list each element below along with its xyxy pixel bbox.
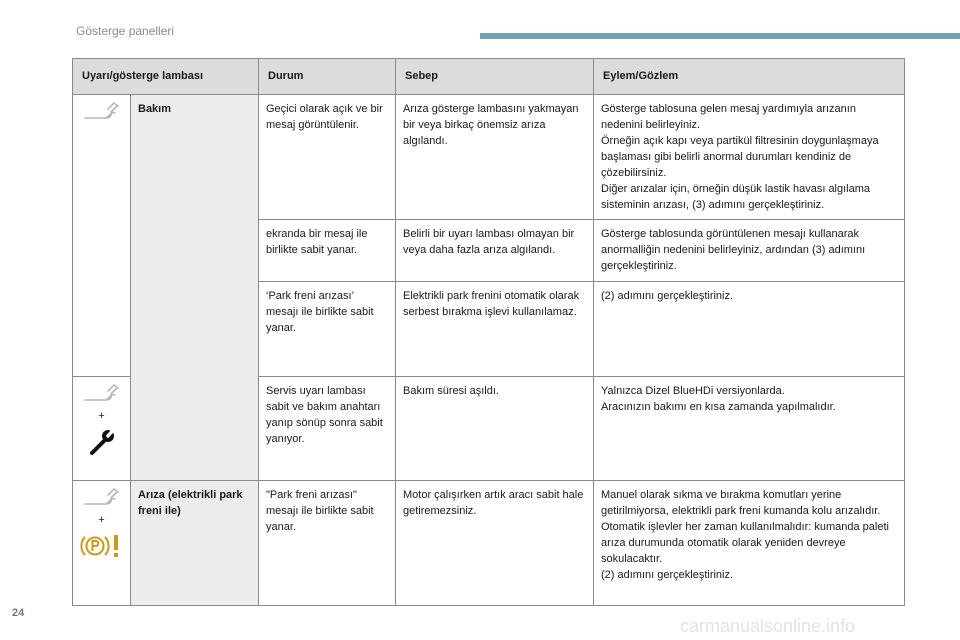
- eylem-line: Otomatik işlevler her zaman kullanılmalıdır: kumanda paleti arıza durumunda otomatik olarak yeniden devreye sokulacaktır.: [601, 521, 889, 565]
- eylem-cell: [594, 481, 905, 606]
- page-number: 24: [12, 607, 25, 619]
- durum-cell: "Park freni arızası" mesajı ile birlikte sabit yanar.: [259, 481, 396, 606]
- eylem-line: Diğer arızalar için, örneğin düşük lastik havası algılama sisteminin arızası, (3) adımını gerçekleştiriniz.: [601, 183, 871, 211]
- service-warning-icon: [82, 101, 122, 123]
- eylem-line: Aracınızın bakımı en kısa zamanda yapılmalıdır.: [601, 401, 836, 413]
- durum-cell: ‘Park freni arızası’ mesajı ile birlikte sabit yanar.: [259, 282, 396, 377]
- eylem-line: (2) adımını gerçekleştiriniz.: [601, 569, 734, 581]
- eylem-line: (2) adımını gerçekleştiriniz.: [601, 290, 734, 302]
- eylem-line: Manuel olarak sıkma ve bırakma komutları yerine getirilmiyorsa, elektrikli park freni kumanda kolu arızalıdır.: [601, 489, 881, 517]
- eylem-line: Yalnızca Dizel BlueHDi versiyonlarda.: [601, 385, 785, 397]
- sebep-cell: Bakım süresi aşıldı.: [396, 377, 594, 481]
- eylem-cell: [594, 95, 905, 220]
- durum-cell: Geçici olarak açık ve bir mesaj görüntülenir.: [259, 95, 396, 220]
- table-row: [73, 95, 905, 220]
- sebep-cell: Arıza gösterge lambasını yakmayan bir veya birkaç önemsiz arıza algılandı.: [396, 95, 594, 220]
- column-header: Uyarı/gösterge lambası: [73, 59, 259, 95]
- column-header: Eylem/Gözlem: [594, 59, 905, 95]
- eylem-cell: [594, 220, 905, 282]
- eylem-line: Örneğin açık kapı veya partikül filtresinin doygunlaşmaya başlaması gibi belirli anormal durumları kendiniz de çözebilirsiniz.: [601, 135, 879, 179]
- sebep-cell: Belirli bir uyarı lambası olmayan bir veya daha fazla arıza algılandı.: [396, 220, 594, 282]
- park-brake-lamp-cell: [73, 481, 131, 606]
- column-header: Durum: [259, 59, 396, 95]
- service-warning-icon: [82, 383, 122, 405]
- service-wrench-lamp-cell: [73, 377, 131, 481]
- wrench-icon: [87, 427, 117, 457]
- sebep-cell: Motor çalışırken artık aracı sabit hale getiremezsiniz.: [396, 481, 594, 606]
- plus-sign: +: [98, 410, 105, 422]
- sebep-cell: Elektrikli park frenini otomatik olarak serbest bırakma işlevi kullanılamaz.: [396, 282, 594, 377]
- eylem-cell: [594, 377, 905, 481]
- service-warning-icon: [82, 487, 122, 509]
- park-brake-fault-icon: [80, 531, 124, 561]
- service-lamp-cell: [73, 95, 131, 377]
- section-title: Gösterge panelleri: [76, 24, 175, 38]
- eylem-line: Gösterge tablosunda görüntülenen mesajı kullanarak anormalliğin nedenini belirleyiniz, ardından (3) adımını gerçekleştiriniz.: [601, 228, 866, 272]
- lamp-name-bakim: Bakım: [131, 95, 259, 481]
- lamp-name-ariza: Arıza (elektrikli park freni ile): [131, 481, 259, 606]
- section-title-bar: [480, 33, 960, 39]
- eylem-line: Gösterge tablosuna gelen mesaj yardımıyla arızanın nedenini belirleyiniz.: [601, 103, 856, 131]
- plus-sign: +: [98, 514, 105, 526]
- eylem-cell: [594, 282, 905, 377]
- durum-cell: ekranda bir mesaj ile birlikte sabit yanar.: [259, 220, 396, 282]
- table-row: [73, 481, 905, 606]
- column-header: Sebep: [396, 59, 594, 95]
- watermark: carmanualsonline.info: [680, 616, 856, 636]
- warning-lamp-table: [72, 58, 905, 606]
- durum-cell: Servis uyarı lambası sabit ve bakım anahtarı yanıp sönüp sonra sabit yanıyor.: [259, 377, 396, 481]
- table-header-row: [73, 59, 905, 95]
